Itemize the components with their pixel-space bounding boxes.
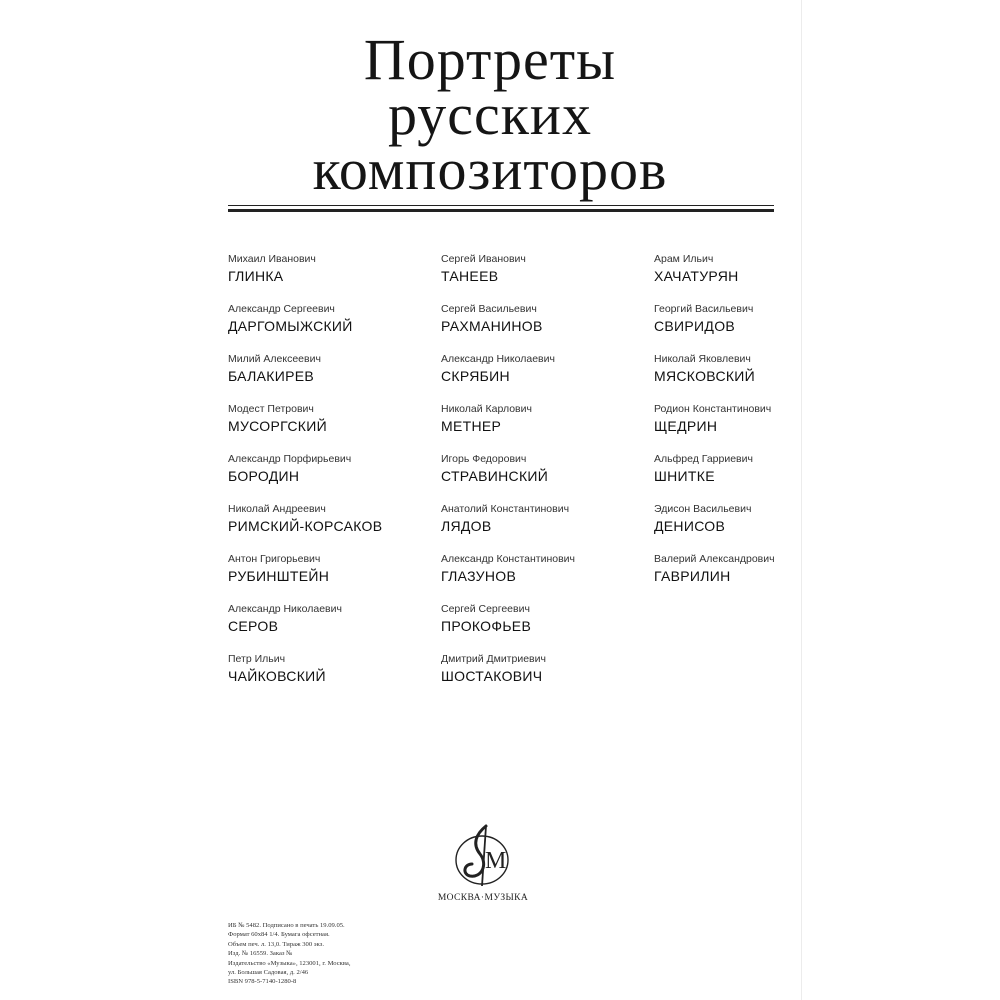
composer-first-name: Игорь Федорович — [441, 453, 527, 465]
title-divider-thin — [228, 205, 774, 206]
publisher-name: МОСКВА·МУЗЫКА — [437, 893, 529, 903]
composer-entry — [441, 303, 575, 353]
composer-entry — [228, 653, 382, 703]
composer-first-name: Александр Николаевич — [441, 353, 555, 365]
imprint-line: ул. Большая Садовая, д. 2/46 — [228, 969, 309, 977]
composer-column-3 — [654, 253, 775, 603]
composer-first-name: Милий Алексеевич — [228, 353, 321, 365]
composer-entry — [441, 653, 575, 703]
imprint-line: Издательство «Музыка», 123001, г. Москва, — [228, 959, 351, 967]
composer-last-name: ШОСТАКОВИЧ — [441, 668, 543, 684]
composer-last-name: ДЕНИСОВ — [654, 518, 726, 534]
title-page — [178, 0, 802, 1000]
composer-last-name: СВИРИДОВ — [654, 318, 736, 334]
composer-first-name: Родион Константинович — [654, 403, 772, 415]
composer-last-name: МЕТНЕР — [441, 418, 502, 434]
imprint-line: ИБ № 5482. Подписано в печать 19.09.05. — [228, 922, 345, 929]
title-line-1: Портреты — [363, 27, 617, 92]
composer-entry — [441, 553, 575, 603]
composer-first-name: Альфред Гарриевич — [654, 453, 753, 465]
composer-last-name: РАХМАНИНОВ — [441, 318, 543, 334]
imprint-line: ISBN 978-5-7140-1280-8 — [228, 978, 297, 986]
composer-entry — [441, 503, 575, 553]
logo-letter: М — [485, 848, 507, 874]
composer-entry — [441, 403, 575, 453]
composer-first-name: Анатолий Константинович — [441, 503, 570, 515]
composer-entry — [441, 453, 575, 503]
composer-entry — [441, 353, 575, 403]
composer-last-name: БОРОДИН — [228, 468, 300, 484]
composer-first-name: Арам Ильич — [654, 253, 714, 265]
composer-entry — [654, 303, 775, 353]
composer-first-name: Александр Николаевич — [228, 603, 342, 615]
composer-entry — [654, 453, 775, 503]
composer-entry — [654, 503, 775, 553]
composer-entry — [228, 453, 382, 503]
composer-first-name: Эдисон Васильевич — [654, 503, 752, 515]
composer-first-name: Николай Карлович — [441, 403, 532, 415]
composer-last-name: ЛЯДОВ — [441, 518, 492, 534]
composer-entry — [654, 403, 775, 453]
composer-first-name: Валерий Александрович — [654, 553, 775, 565]
imprint-line: Объем печ. л. 13,0. Тираж 300 экз. — [228, 940, 324, 948]
composer-entry — [654, 253, 775, 303]
composer-last-name: МЯСКОВСКИЙ — [654, 368, 756, 384]
title-line-2: русских — [388, 82, 592, 147]
composer-last-name: ДАРГОМЫЖСКИЙ — [228, 318, 353, 334]
composer-first-name: Александр Константинович — [441, 553, 576, 565]
composer-entry — [228, 253, 382, 303]
composer-last-name: ТАНЕЕВ — [441, 268, 499, 284]
composer-last-name: СКРЯБИН — [441, 368, 510, 384]
composer-entry — [228, 403, 382, 453]
composer-entry — [441, 253, 575, 303]
composer-last-name: БАЛАКИРЕВ — [228, 368, 314, 384]
composer-entry — [228, 503, 382, 553]
composer-last-name: ГАВРИЛИН — [654, 568, 731, 584]
composer-last-name: ГЛИНКА — [228, 268, 284, 284]
composer-first-name: Александр Сергеевич — [228, 303, 335, 315]
composer-entry — [654, 553, 775, 603]
composer-last-name: ЧАЙКОВСКИЙ — [228, 668, 326, 684]
composer-entry — [441, 603, 575, 653]
composer-last-name: ГЛАЗУНОВ — [441, 568, 517, 584]
title-line-3: композиторов — [312, 137, 668, 202]
composer-last-name: РИМСКИЙ-КОРСАКОВ — [228, 518, 383, 534]
composer-first-name: Петр Ильич — [228, 653, 286, 665]
composer-first-name: Георгий Васильевич — [654, 303, 754, 315]
composer-first-name: Николай Андреевич — [228, 503, 326, 515]
page-title — [178, 27, 802, 202]
composer-first-name: Антон Григорьевич — [228, 553, 321, 565]
composer-first-name: Модест Петрович — [228, 403, 314, 415]
composer-first-name: Дмитрий Дмитриевич — [441, 653, 546, 665]
composer-entry — [228, 553, 382, 603]
composer-last-name: СЕРОВ — [228, 618, 279, 634]
composer-first-name: Михаил Иванович — [228, 253, 316, 265]
imprint-line: Формат 60x84 1/4. Бумага офсетная. — [228, 931, 330, 939]
title-divider-thick — [228, 209, 774, 212]
composer-column-2 — [441, 253, 575, 703]
composer-first-name: Сергей Сергеевич — [441, 603, 530, 615]
composer-first-name: Николай Яковлевич — [654, 353, 751, 365]
composer-last-name: ПРОКОФЬЕВ — [441, 618, 532, 634]
composer-last-name: ШНИТКЕ — [654, 468, 715, 484]
composer-entry — [228, 603, 382, 653]
composer-entry — [654, 353, 775, 403]
imprint-block — [228, 921, 428, 987]
composer-first-name: Сергей Иванович — [441, 253, 526, 265]
composer-entry — [228, 303, 382, 353]
composer-first-name: Сергей Васильевич — [441, 303, 537, 315]
composer-first-name: Александр Порфирьевич — [228, 453, 352, 465]
composer-last-name: ЩЕДРИН — [654, 418, 718, 434]
composer-last-name: РУБИНШТЕЙН — [228, 568, 330, 584]
treble-clef-m-logo — [442, 820, 522, 890]
composer-last-name: СТРАВИНСКИЙ — [441, 468, 549, 484]
composer-column-1 — [228, 253, 382, 703]
composer-entry — [228, 353, 382, 403]
imprint-line: Изд. № 16559. Заказ № — [228, 950, 293, 958]
composer-last-name: ХАЧАТУРЯН — [654, 268, 739, 284]
composer-last-name: МУСОРГСКИЙ — [228, 418, 327, 434]
